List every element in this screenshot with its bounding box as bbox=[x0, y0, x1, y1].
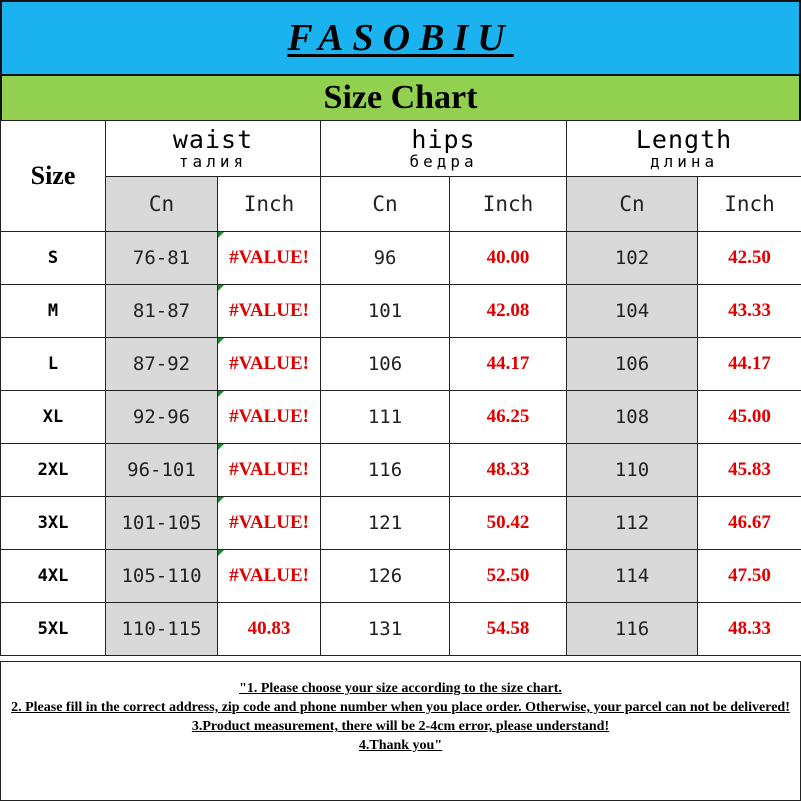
table-row bbox=[1, 232, 801, 285]
waist-inch-cell bbox=[218, 285, 321, 338]
waist-cn-cell bbox=[106, 550, 218, 603]
hips-cn-cell bbox=[321, 285, 450, 338]
table-row bbox=[1, 338, 801, 391]
waist-inch-cell-text: 40.83 bbox=[247, 618, 291, 639]
hips-cn-header: Cn bbox=[321, 177, 450, 232]
waist-cn-cell-text: 81-87 bbox=[132, 300, 191, 322]
waist-inch-header: Inch bbox=[218, 177, 321, 232]
hips-inch-cell bbox=[450, 338, 567, 391]
waist-cn-cell-text: 87-92 bbox=[132, 353, 191, 375]
length-cn-cell-text: 116 bbox=[614, 618, 650, 640]
waist-inch-cell-text: #VALUE! bbox=[229, 459, 309, 480]
waist-cn-cell-text: 96-101 bbox=[127, 459, 196, 481]
hips-inch-cell-text: 54.58 bbox=[486, 618, 530, 639]
waist-inch-cell bbox=[218, 232, 321, 285]
length-cn-cell-text: 108 bbox=[614, 406, 650, 428]
waist-cn-cell bbox=[106, 603, 218, 656]
hips-cn-cell bbox=[321, 232, 450, 285]
length-inch-header: Inch bbox=[698, 177, 801, 232]
waist-label-ru: талия bbox=[178, 152, 248, 171]
hips-cn-cell bbox=[321, 391, 450, 444]
waist-inch-cell bbox=[218, 338, 321, 391]
length-label: Length bbox=[635, 125, 733, 154]
size-cell-text: 2XL bbox=[37, 460, 69, 480]
size-table bbox=[0, 120, 801, 656]
waist-inch-cell-text: #VALUE! bbox=[229, 247, 309, 268]
waist-inch-cell bbox=[218, 603, 321, 656]
waist-cn-cell-text: 92-96 bbox=[132, 406, 191, 428]
hips-cn-cell-text: 121 bbox=[367, 512, 403, 534]
hips-cn-cell bbox=[321, 338, 450, 391]
waist-inch-cell bbox=[218, 550, 321, 603]
waist-inch-cell-text: #VALUE! bbox=[229, 300, 309, 321]
waist-cn-cell-text: 105-110 bbox=[121, 565, 202, 587]
size-cell-text: 3XL bbox=[37, 513, 69, 533]
length-inch-cell-text: 45.83 bbox=[728, 459, 771, 480]
waist-cn-cell bbox=[106, 232, 218, 285]
size-cell-text: L bbox=[47, 354, 59, 374]
note-2: 2. Please fill in the correct address, zip code and phone number when you place order. Otherwise, your parcel can not be delivered! bbox=[11, 700, 790, 715]
hips-inch-cell-text: 44.17 bbox=[486, 353, 530, 374]
error-indicator-icon bbox=[218, 285, 224, 291]
hips-inch-cell-text: 46.25 bbox=[486, 406, 530, 427]
length-inch-cell bbox=[698, 338, 801, 391]
table-row bbox=[1, 550, 801, 603]
waist-cn-cell bbox=[106, 444, 218, 497]
hips-inch-cell bbox=[450, 232, 567, 285]
waist-inch-cell-text: #VALUE! bbox=[229, 406, 309, 427]
length-inch-cell bbox=[698, 391, 801, 444]
length-inch-cell-text: 43.33 bbox=[728, 300, 771, 321]
notes-box bbox=[0, 661, 801, 801]
hips-inch-cell-text: 52.50 bbox=[486, 565, 530, 586]
note-1: "1. Please choose your size according to the size chart. bbox=[239, 681, 562, 696]
brand-name: FASOBIU bbox=[287, 17, 514, 59]
size-cell bbox=[1, 391, 106, 444]
length-inch-cell bbox=[698, 497, 801, 550]
length-cn-header: Cn bbox=[567, 177, 698, 232]
waist-cn-cell bbox=[106, 338, 218, 391]
hips-label-ru: бедра bbox=[409, 152, 478, 171]
hips-cn-cell bbox=[321, 550, 450, 603]
length-cn-cell bbox=[567, 444, 698, 497]
hips-cn-cell-text: 106 bbox=[367, 353, 403, 375]
error-indicator-icon bbox=[218, 550, 224, 556]
size-column-header: Size bbox=[1, 121, 106, 232]
size-cell-text: XL bbox=[42, 407, 64, 427]
table-row bbox=[1, 603, 801, 656]
table-row bbox=[1, 285, 801, 338]
size-cell bbox=[1, 603, 106, 656]
hips-inch-cell bbox=[450, 550, 567, 603]
hips-cn-cell-text: 101 bbox=[367, 300, 403, 322]
length-group-header bbox=[567, 121, 801, 177]
waist-cn-header: Cn bbox=[106, 177, 218, 232]
waist-group-header bbox=[106, 121, 321, 177]
hips-cn-cell-text: 116 bbox=[367, 459, 403, 481]
length-cn-cell-text: 106 bbox=[614, 353, 650, 375]
size-cell bbox=[1, 232, 106, 285]
size-cell bbox=[1, 497, 106, 550]
hips-inch-cell bbox=[450, 444, 567, 497]
waist-cn-cell bbox=[106, 391, 218, 444]
length-cn-cell bbox=[567, 497, 698, 550]
hips-inch-cell bbox=[450, 497, 567, 550]
size-cell bbox=[1, 338, 106, 391]
brand-banner bbox=[0, 0, 801, 76]
hips-cn-cell-text: 96 bbox=[373, 247, 397, 269]
size-cell-text: S bbox=[47, 248, 59, 268]
length-cn-cell bbox=[567, 391, 698, 444]
hips-inch-cell bbox=[450, 391, 567, 444]
hips-inch-cell-text: 42.08 bbox=[486, 300, 530, 321]
length-cn-cell bbox=[567, 603, 698, 656]
hips-cn-cell bbox=[321, 603, 450, 656]
length-inch-cell-text: 42.50 bbox=[728, 247, 771, 268]
waist-inch-cell-text: #VALUE! bbox=[229, 512, 309, 533]
length-cn-cell-text: 102 bbox=[614, 247, 650, 269]
length-inch-cell bbox=[698, 550, 801, 603]
length-inch-cell bbox=[698, 232, 801, 285]
title-banner bbox=[0, 76, 801, 120]
size-cell-text: 5XL bbox=[37, 619, 69, 639]
waist-cn-cell-text: 101-105 bbox=[121, 512, 202, 534]
hips-cn-cell bbox=[321, 444, 450, 497]
length-inch-cell bbox=[698, 444, 801, 497]
hips-cn-cell bbox=[321, 497, 450, 550]
length-inch-cell-text: 44.17 bbox=[728, 353, 771, 374]
waist-inch-cell bbox=[218, 444, 321, 497]
hips-cn-cell-text: 126 bbox=[367, 565, 403, 587]
hips-inch-cell bbox=[450, 603, 567, 656]
table-row bbox=[1, 497, 801, 550]
note-3: 3.Product measurement, there will be 2-4cm error, please understand! bbox=[191, 719, 610, 734]
waist-cn-cell-text: 76-81 bbox=[132, 247, 191, 269]
length-cn-cell-text: 114 bbox=[614, 565, 650, 587]
error-indicator-icon bbox=[218, 232, 224, 238]
group-header-row bbox=[1, 121, 801, 177]
table-row bbox=[1, 444, 801, 497]
size-cell bbox=[1, 550, 106, 603]
length-inch-cell-text: 45.00 bbox=[728, 406, 771, 427]
waist-label: waist bbox=[172, 125, 254, 154]
hips-inch-cell bbox=[450, 285, 567, 338]
length-cn-cell bbox=[567, 285, 698, 338]
length-cn-cell-text: 112 bbox=[614, 512, 650, 534]
length-inch-cell-text: 48.33 bbox=[728, 618, 771, 639]
length-label-ru: длина bbox=[649, 152, 719, 171]
hips-cn-cell-text: 131 bbox=[367, 618, 403, 640]
waist-cn-cell bbox=[106, 497, 218, 550]
length-inch-cell-text: 46.67 bbox=[728, 512, 771, 533]
length-cn-cell bbox=[567, 232, 698, 285]
error-indicator-icon bbox=[218, 497, 224, 503]
size-cell-text: 4XL bbox=[37, 566, 69, 586]
unit-header-row bbox=[1, 177, 801, 232]
waist-inch-cell-text: #VALUE! bbox=[229, 353, 309, 374]
length-cn-cell bbox=[567, 338, 698, 391]
error-indicator-icon bbox=[218, 444, 224, 450]
waist-cn-cell bbox=[106, 285, 218, 338]
hips-inch-cell-text: 40.00 bbox=[486, 247, 530, 268]
hips-group-header bbox=[321, 121, 567, 177]
size-cell bbox=[1, 444, 106, 497]
length-inch-cell bbox=[698, 285, 801, 338]
size-cell-text: M bbox=[47, 301, 59, 321]
length-cn-cell bbox=[567, 550, 698, 603]
hips-label: hips bbox=[411, 125, 476, 154]
waist-inch-cell bbox=[218, 497, 321, 550]
hips-inch-cell-text: 50.42 bbox=[486, 512, 530, 533]
size-cell bbox=[1, 285, 106, 338]
hips-cn-cell-text: 111 bbox=[367, 406, 403, 428]
length-inch-cell bbox=[698, 603, 801, 656]
table-row bbox=[1, 391, 801, 444]
hips-inch-header: Inch bbox=[450, 177, 567, 232]
note-4: 4.Thank you" bbox=[358, 738, 443, 753]
waist-cn-cell-text: 110-115 bbox=[121, 618, 202, 640]
page-title: Size Chart bbox=[323, 79, 478, 116]
waist-inch-cell-text: #VALUE! bbox=[229, 565, 309, 586]
hips-inch-cell-text: 48.33 bbox=[486, 459, 530, 480]
length-cn-cell-text: 104 bbox=[614, 300, 650, 322]
error-indicator-icon bbox=[218, 338, 224, 344]
error-indicator-icon bbox=[218, 391, 224, 397]
waist-inch-cell bbox=[218, 391, 321, 444]
length-inch-cell-text: 47.50 bbox=[728, 565, 771, 586]
length-cn-cell-text: 110 bbox=[614, 459, 650, 481]
